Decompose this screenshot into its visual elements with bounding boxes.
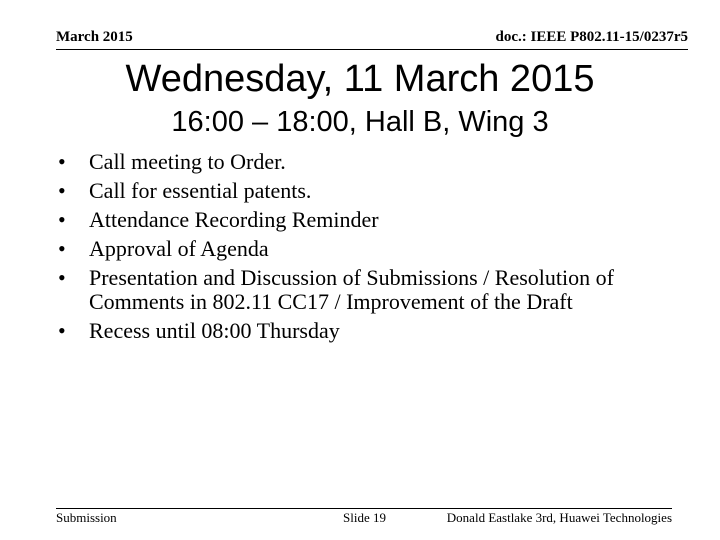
agenda-item [56,179,696,203]
agenda-item-text: Call for essential patents. [89,178,312,203]
footer-slide-number: Slide 19 [343,510,386,525]
agenda-item [56,150,696,174]
bullet-icon: • [58,149,66,174]
agenda-item [56,319,696,343]
bullet-icon: • [58,265,66,290]
agenda-item-text: Recess until 08:00 Thursday [89,318,340,343]
footer-submission: Submission [56,510,117,525]
agenda-list [56,150,696,348]
slide-title: Wednesday, 11 March 2015 [125,58,595,100]
bullet-icon: • [58,178,66,203]
header-doc-id: doc.: IEEE P802.11-15/0237r5 [495,29,688,45]
header-divider [56,49,688,50]
header-date: March 2015 [56,29,133,45]
bullet-icon: • [58,318,66,343]
bullet-icon: • [58,207,66,232]
agenda-item-text: Approval of Agenda [89,236,269,261]
agenda-item-text: Call meeting to Order. [89,149,286,174]
footer-divider [56,508,672,509]
bullet-icon: • [58,236,66,261]
agenda-item-text: Attendance Recording Reminder [89,207,379,232]
footer-author: Donald Eastlake 3rd, Huawei Technologies [446,510,672,525]
agenda-item-text: Presentation and Discussion of Submissions / Resolution of Comments in 802.11 CC17 / Improvement of the Draft [89,265,614,314]
agenda-item [56,237,696,261]
slide-subtitle: 16:00 – 18:00, Hall B, Wing 3 [171,106,549,138]
agenda-item [56,208,696,232]
agenda-item [56,266,696,314]
